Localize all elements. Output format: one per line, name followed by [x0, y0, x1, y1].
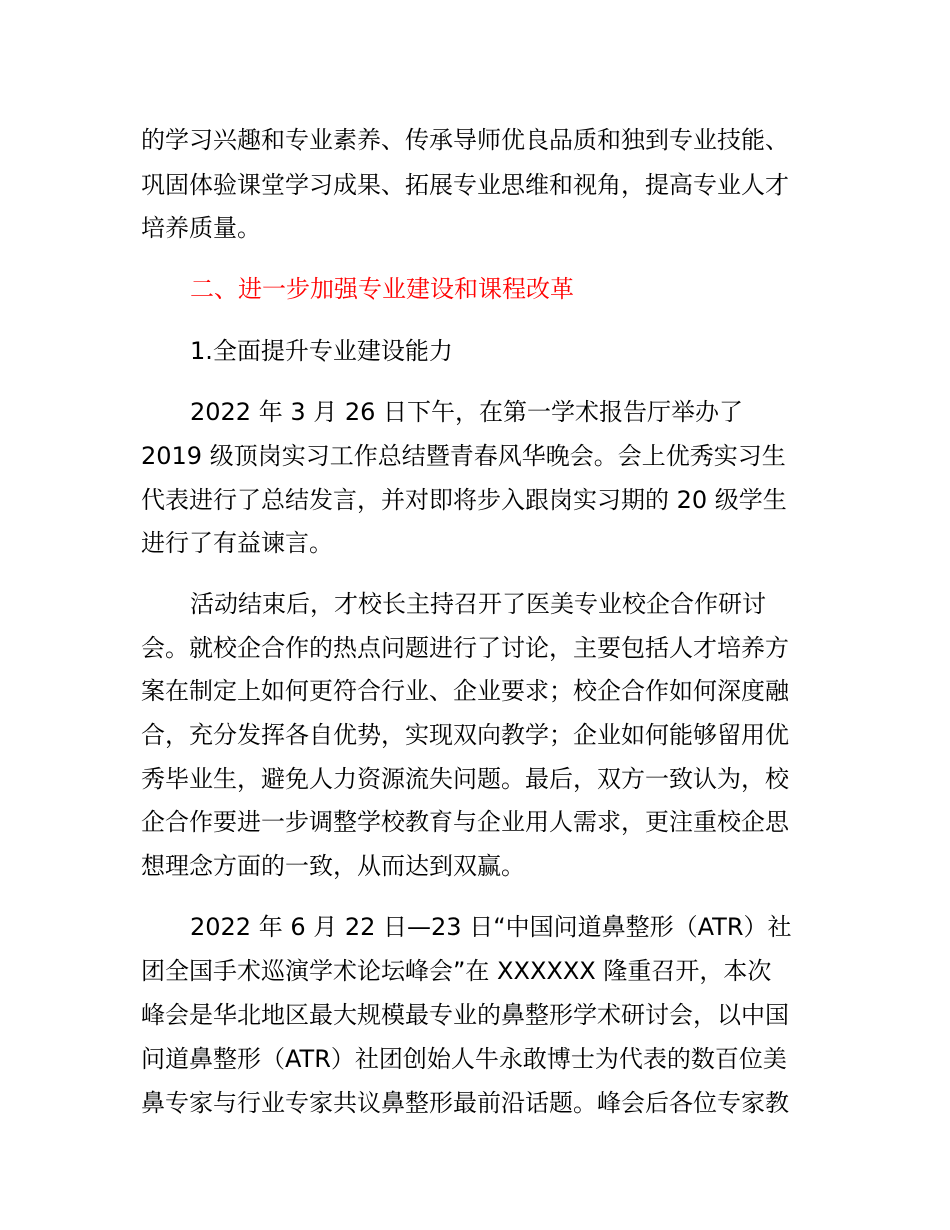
paragraph-line: 巩固体验课堂学习成果、拓展专业思维和视角，提高专业人才: [141, 171, 789, 199]
paragraph-line: 进行了有益谏言。: [141, 529, 333, 557]
paragraph-line: 会。就校企合作的热点问题进行了讨论，主要包括人才培养方: [141, 634, 789, 662]
paragraph-line: 想理念方面的一致，从而达到双赢。: [141, 852, 525, 880]
subsection-heading: 1.全面提升专业建设能力: [190, 337, 453, 365]
paragraph-line: 的学习兴趣和专业素养、传承导师优良品质和独到专业技能、: [141, 126, 789, 154]
paragraph-line: 鼻专家与行业专家共议鼻整形最前沿话题。峰会后各位专家教: [141, 1089, 789, 1117]
paragraph-line: 峰会是华北地区最大规模最专业的鼻整形学术研讨会，以中国: [141, 1001, 789, 1029]
paragraph-line: 2022 年 3 月 26 日下午，在第一学术报告厅举办了: [190, 398, 744, 426]
section-heading: 二、进一步加强专业建设和课程改革: [190, 275, 574, 303]
paragraph-line: 代表进行了总结发言，并对即将步入跟岗实习期的 20 级学生: [141, 486, 787, 514]
paragraph-line: 企合作要进一步调整学校教育与企业用人需求，更注重校企思: [141, 808, 789, 836]
paragraph-line: 培养质量。: [141, 214, 261, 242]
paragraph-line: 活动结束后，才校长主持召开了医美专业校企合作研讨: [190, 590, 766, 618]
paragraph-line: 团全国手术巡演学术论坛峰会”在 XXXXXX 隆重召开，本次: [141, 957, 772, 985]
paragraph-line: 秀毕业生，避免人力资源流失问题。最后，双方一致认为，校: [141, 765, 789, 793]
paragraph-line: 2019 级顶岗实习工作总结暨青春风华晚会。会上优秀实习生: [141, 442, 786, 470]
paragraph-line: 合，充分发挥各自优势，实现双向教学；企业如何能够留用优: [141, 721, 789, 749]
paragraph-line: 2022 年 6 月 22 日—23 日“中国问道鼻整形（ATR）社: [190, 913, 792, 941]
paragraph-line: 案在制定上如何更符合行业、企业要求；校企合作如何深度融: [141, 677, 789, 705]
paragraph-line: 问道鼻整形（ATR）社团创始人牛永敢博士为代表的数百位美: [141, 1045, 787, 1073]
